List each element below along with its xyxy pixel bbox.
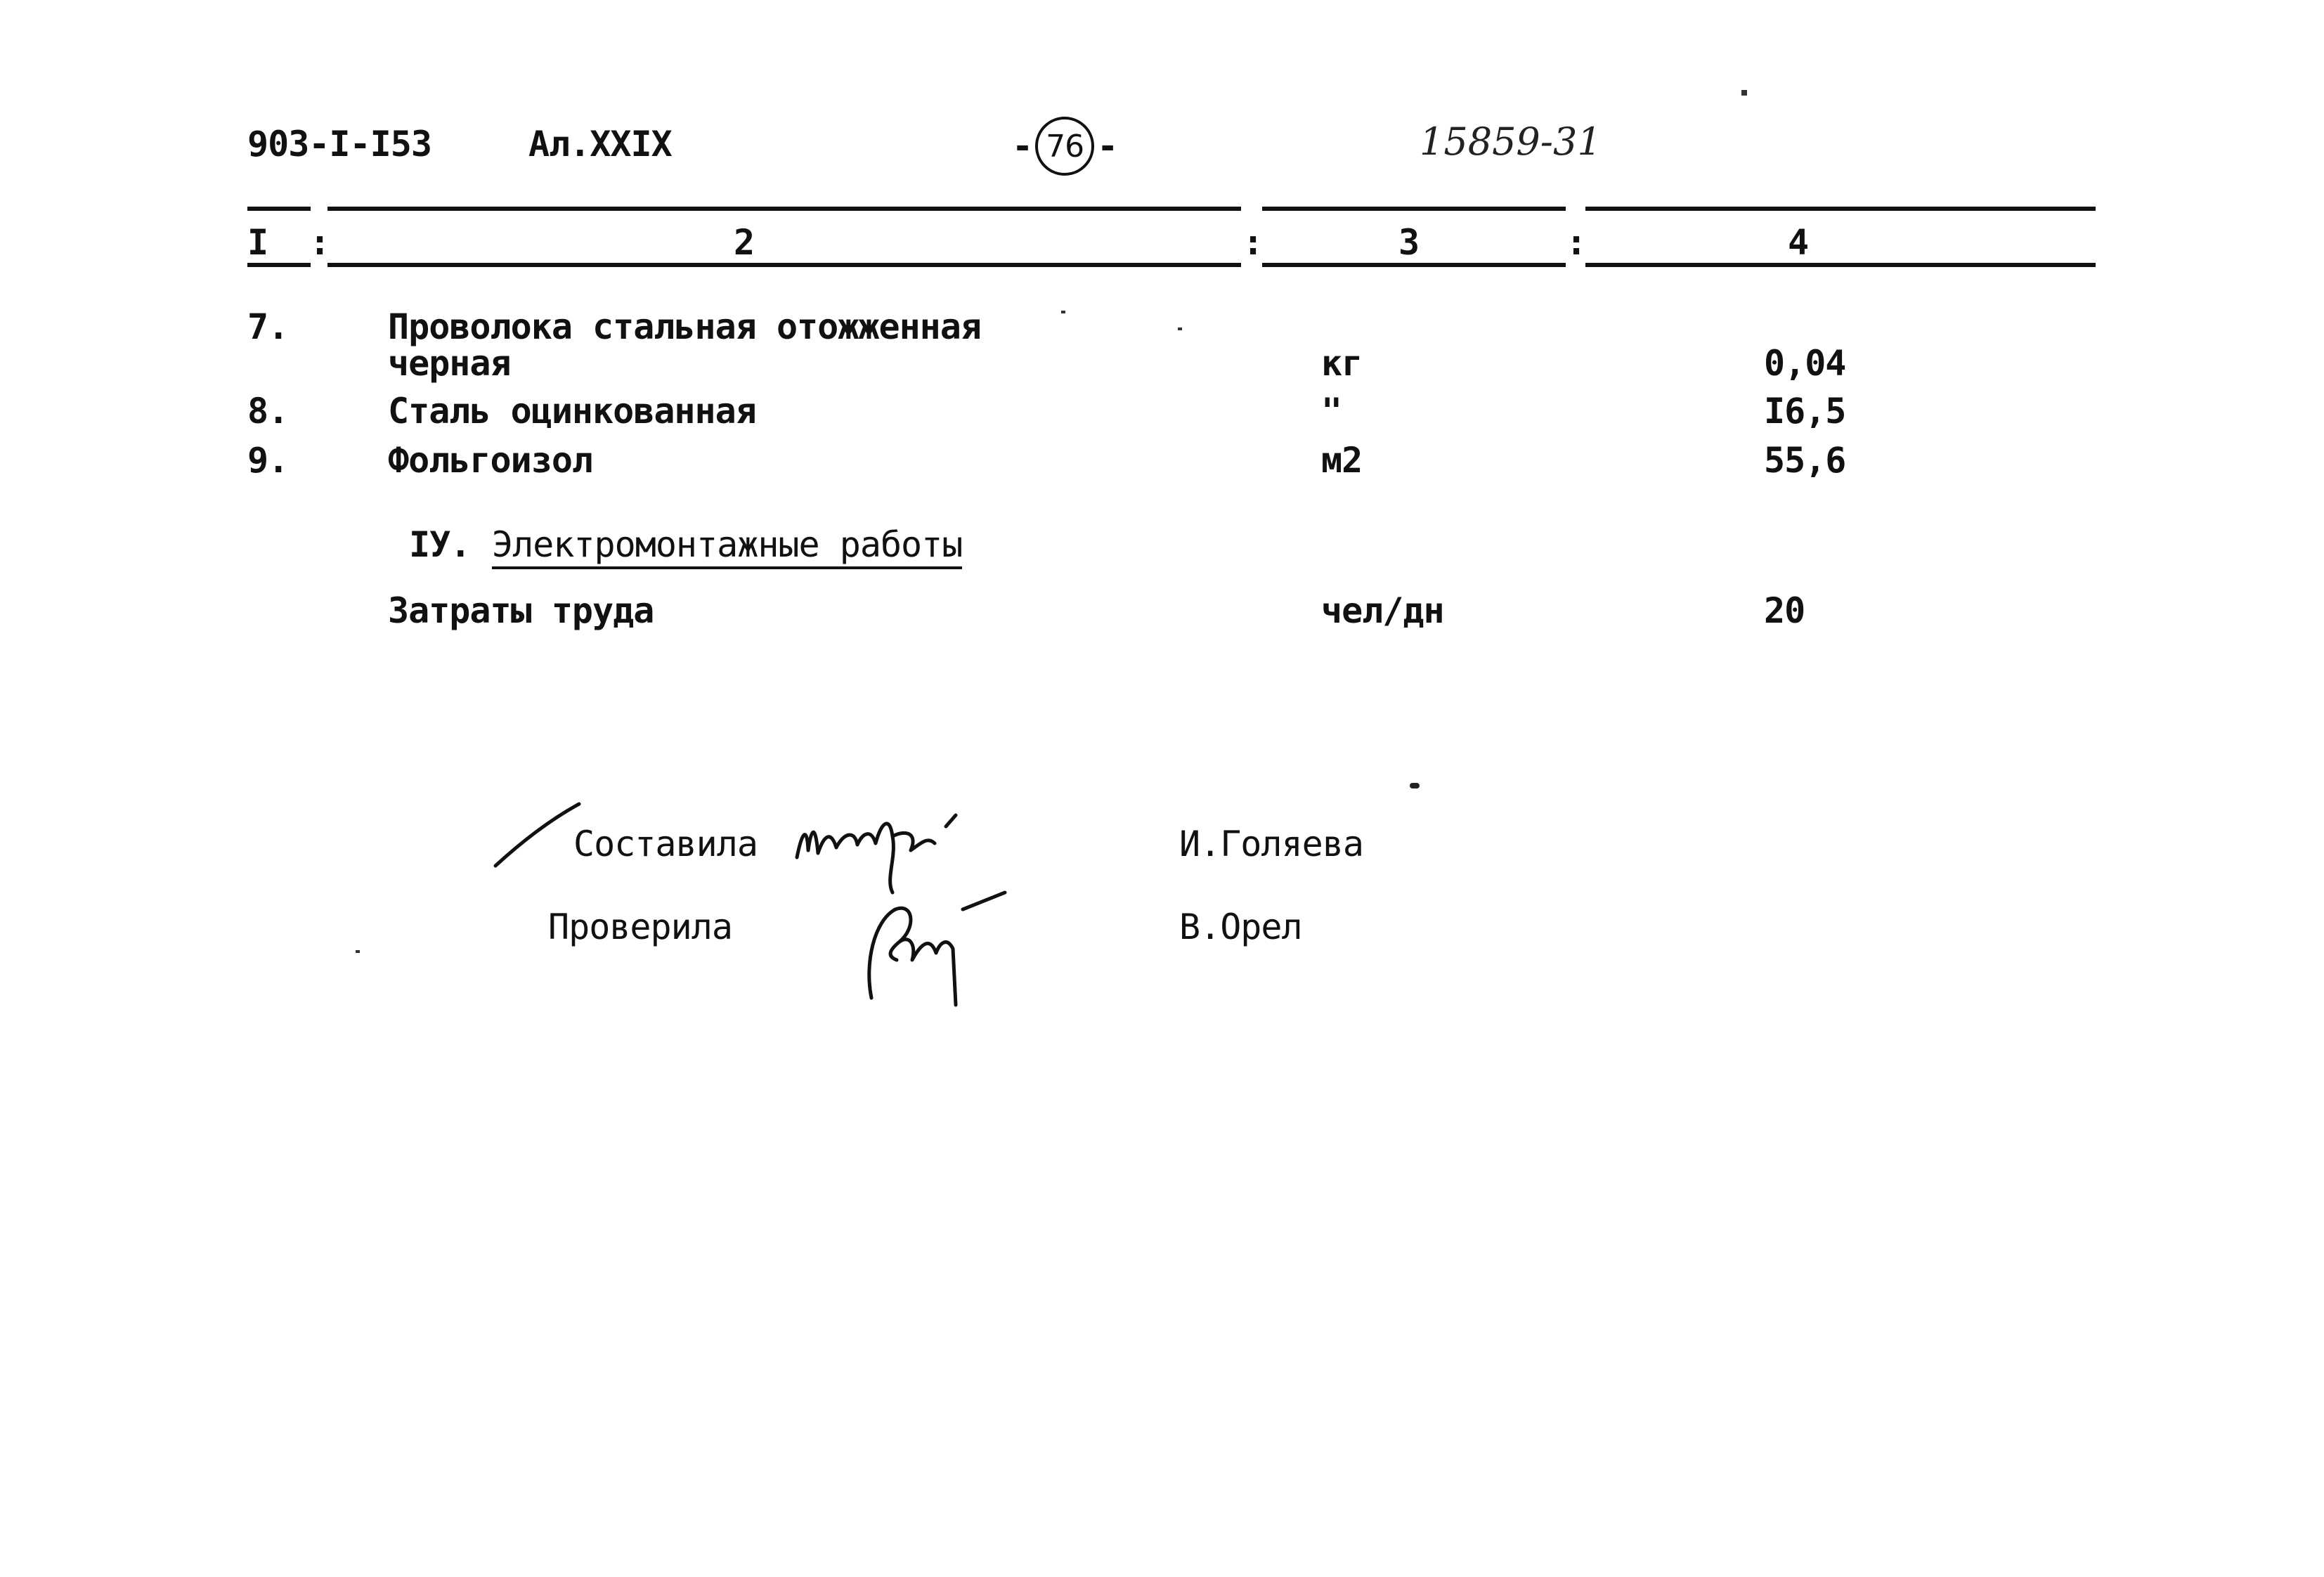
scan-speck xyxy=(1178,327,1182,330)
document-code: 903-I-I53 xyxy=(247,124,431,164)
rule-bottom-col4 xyxy=(1585,263,2096,267)
dash-left: - xyxy=(1012,126,1033,167)
labor-unit: чел/дн xyxy=(1321,590,1444,631)
compiled-signature xyxy=(787,794,984,893)
compiled-name: И.Голяева xyxy=(1179,824,1363,864)
row-9-unit: м2 xyxy=(1321,440,1363,481)
row-7-name-line1: Проволока стальная отожженная xyxy=(388,306,981,347)
col-sep-2: : xyxy=(1242,222,1264,263)
row-8-unit: " xyxy=(1321,391,1342,431)
col-sep-1: : xyxy=(309,222,330,263)
page-number-circle: 76 xyxy=(1035,117,1094,176)
row-8-qty: I6,5 xyxy=(1764,391,1846,431)
row-9-number: 9. xyxy=(247,440,289,481)
checked-name: В.Орел xyxy=(1179,907,1302,947)
scan-speck xyxy=(1061,311,1065,313)
rule-top-col3 xyxy=(1262,207,1566,211)
col-header-4: 4 xyxy=(1788,222,1809,263)
row-8-number: 8. xyxy=(247,391,289,431)
sheet-label: Ал.XXIX xyxy=(528,124,672,164)
row-7-number: 7. xyxy=(247,306,289,347)
rule-top-col2 xyxy=(327,207,1241,211)
col-sep-3: : xyxy=(1566,222,1587,263)
section-roman: IУ. xyxy=(409,524,471,565)
scan-speck xyxy=(1410,783,1420,788)
col-header-3: 3 xyxy=(1398,222,1420,263)
doc-number: 15859-31 xyxy=(1420,119,1602,164)
rule-bottom-col2 xyxy=(327,263,1241,267)
slash-mark xyxy=(492,801,583,871)
dash-right: - xyxy=(1097,126,1118,167)
checked-label: Проверила xyxy=(548,907,732,947)
page-number xyxy=(1012,117,1117,176)
row-9-qty: 55,6 xyxy=(1764,440,1846,481)
col-header-2: 2 xyxy=(734,222,755,263)
rule-bottom-col3 xyxy=(1262,263,1566,267)
rule-top-col1 xyxy=(247,207,311,211)
compiled-label: Составила xyxy=(573,824,758,864)
rule-bottom-col1 xyxy=(247,263,311,267)
labor-qty: 20 xyxy=(1764,590,1805,631)
section-title: Электромонтажные работы xyxy=(492,524,962,569)
row-7-name-line2: черная xyxy=(388,343,511,384)
row-7-unit: кг xyxy=(1321,343,1363,384)
row-7-qty: 0,04 xyxy=(1764,343,1846,384)
scan-speck xyxy=(1741,90,1747,96)
row-9-name: Фольгоизол xyxy=(388,440,593,481)
col-header-1: I xyxy=(247,222,268,263)
checked-signature xyxy=(857,893,1026,1019)
labor-name: Затраты труда xyxy=(388,590,654,631)
rule-top-col4 xyxy=(1585,207,2096,211)
scan-speck xyxy=(356,950,360,953)
row-8-name: Сталь оцинкованная xyxy=(388,391,756,431)
